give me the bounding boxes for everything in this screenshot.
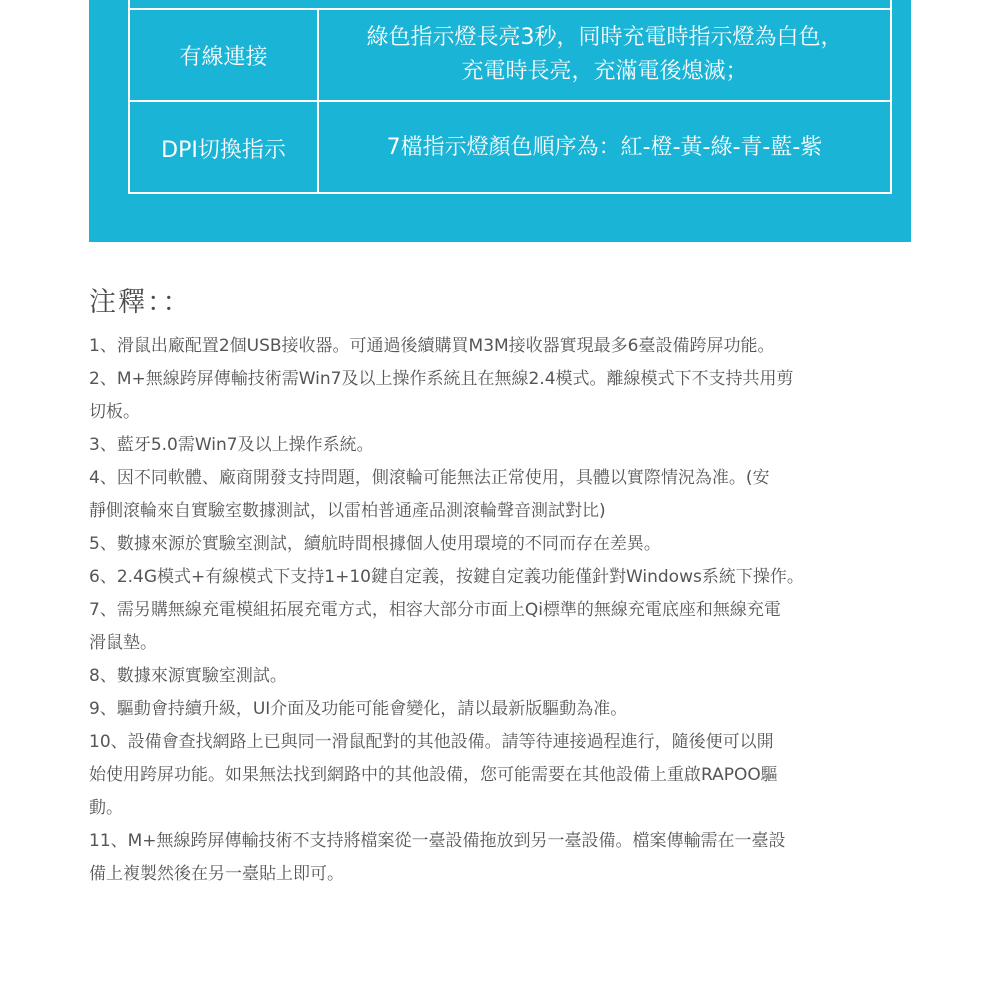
spec-value-line: 7檔指示燈顏色順序為：紅-橙-黃-綠-青-藍-紫	[386, 135, 823, 160]
note-line: 9、驅動會持續升級，UI介面及功能可能會變化，請以最新版驅動為准。	[89, 699, 628, 719]
note-line: 3、藍牙5.0需Win7及以上操作系統。	[89, 435, 374, 455]
note-line: 切板。	[89, 402, 140, 422]
note-line: 5、數據來源於實驗室測試，續航時間根據個人使用環境的不同而存在差異。	[89, 534, 661, 554]
note-line: 靜側滾輪來自實驗室數據測試，以雷柏普通產品測滾輪聲音測試對比)	[89, 501, 606, 521]
note-line: 備上複製然後在另一臺貼上即可。	[89, 864, 344, 884]
spec-value-line: 充電時長亮，充滿電後熄滅；	[461, 59, 748, 84]
note-line: 1、滑鼠出廠配置2個USB接收器。可通過後續購買M3M接收器實現最多6臺設備跨屏功能。	[89, 336, 775, 356]
spec-label: DPI切換指示	[130, 102, 319, 194]
notes-list	[89, 330, 911, 891]
note-item	[89, 528, 911, 561]
spec-value	[319, 102, 890, 194]
note-line: 10、設備會查找網路上已與同一滑鼠配對的其他設備。請等待連接過程進行，隨後便可以開	[89, 732, 774, 752]
note-item	[89, 462, 911, 528]
note-line: 滑鼠墊。	[89, 633, 157, 653]
spec-row-wired	[130, 8, 890, 100]
note-line: 始使用跨屏功能。如果無法找到網路中的其他設備，您可能需要在其他設備上重啟RAPOO驅	[89, 765, 778, 785]
notes-title: 注釋：：	[89, 287, 192, 318]
note-line: 動。	[89, 798, 123, 818]
spec-table	[128, 0, 892, 194]
note-item	[89, 726, 911, 825]
note-line: 11、M+無線跨屏傳輸技術不支持將檔案從一臺設備拖放到另一臺設備。檔案傳輸需在一臺設	[89, 831, 786, 851]
note-item	[89, 561, 911, 594]
note-item	[89, 660, 911, 693]
note-line: 4、因不同軟體、廠商開發支持問題，側滾輪可能無法正常使用，具體以實際情況為准。(安	[89, 468, 770, 488]
spec-row-dpi	[130, 100, 890, 194]
note-line: 2、M+無線跨屏傳輸技術需Win7及以上操作系統且在無線2.4模式。離線模式下不支持共用剪	[89, 369, 794, 389]
note-item	[89, 693, 911, 726]
note-line: 7、需另購無線充電模組拓展充電方式，相容大部分市面上Qi標準的無線充電底座和無線充電	[89, 600, 781, 620]
note-item	[89, 825, 911, 891]
spec-label: 有線連接	[130, 10, 319, 100]
spec-value	[319, 10, 890, 100]
spec-panel	[89, 0, 911, 242]
note-item	[89, 363, 911, 429]
spec-value-line: 綠色指示燈長亮3秒，同時充電時指示燈為白色，	[366, 25, 843, 50]
note-line: 6、2.4G模式+有線模式下支持1+10鍵自定義，按鍵自定義功能僅針對Windows系統下操作。	[89, 567, 804, 587]
note-item	[89, 330, 911, 363]
note-item	[89, 594, 911, 660]
note-item	[89, 429, 911, 462]
note-line: 8、數據來源實驗室測試。	[89, 666, 287, 686]
